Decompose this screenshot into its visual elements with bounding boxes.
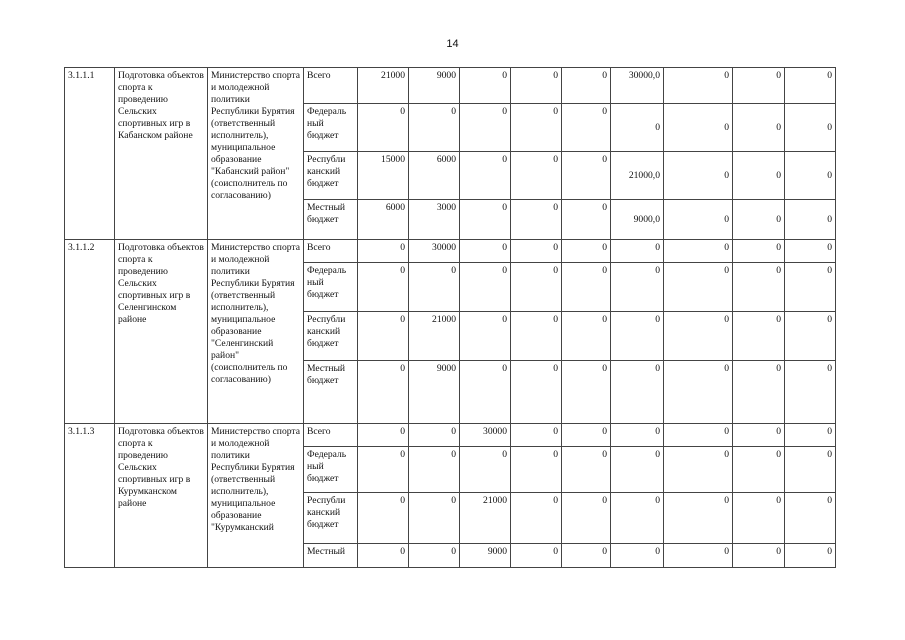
- cell-value: 0: [562, 361, 611, 424]
- cell-funding-source: Республи канский бюджет: [304, 312, 358, 361]
- table-row: [65, 424, 836, 447]
- cell-value: 0: [785, 68, 836, 104]
- cell-value: 0: [733, 240, 785, 263]
- cell-value: 0: [511, 200, 562, 240]
- cell-value: 21000: [409, 312, 460, 361]
- cell-value: 0: [664, 104, 733, 152]
- cell-value: 0: [562, 200, 611, 240]
- cell-value: 0: [358, 104, 409, 152]
- cell-value: 0: [511, 240, 562, 263]
- cell-value: 0: [785, 361, 836, 424]
- cell-value: 0: [733, 493, 785, 544]
- cell-value: 0: [409, 424, 460, 447]
- cell-value: 0: [460, 152, 511, 200]
- cell-value: 0: [785, 152, 836, 200]
- cell-value: 0: [664, 152, 733, 200]
- cell-value: 0: [664, 424, 733, 447]
- cell-value: 0: [733, 361, 785, 424]
- cell-value: 0: [785, 312, 836, 361]
- cell-value: 0: [664, 544, 733, 568]
- cell-value: 0: [664, 240, 733, 263]
- cell-value: 0: [409, 447, 460, 493]
- cell-value: 0: [358, 263, 409, 312]
- table-row: [65, 68, 836, 104]
- cell-value: 0: [611, 361, 664, 424]
- cell-value: 0: [611, 240, 664, 263]
- cell-value: 0: [785, 104, 836, 152]
- cell-name: Подготовка объектов спорта к проведению Сельских спортивных игр в Селенгинском районе: [115, 240, 208, 424]
- cell-value: 0: [611, 424, 664, 447]
- cell-value: 0: [460, 447, 511, 493]
- cell-value: 0: [785, 544, 836, 568]
- cell-value: 0: [785, 447, 836, 493]
- cell-value: 6000: [358, 200, 409, 240]
- budget-table: [64, 67, 836, 568]
- page-number: 14: [446, 38, 459, 50]
- cell-funding-source: Всего: [304, 424, 358, 447]
- cell-code: 3.1.1.1: [65, 68, 115, 240]
- cell-responsible: Министерство спорта и молодежной политики Республики Бурятия (ответственный исполнитель), муниципальное образование "Курумканский: [208, 424, 304, 568]
- cell-value: 0: [460, 200, 511, 240]
- cell-value: 0: [562, 493, 611, 544]
- cell-value: 0: [460, 68, 511, 104]
- cell-funding-source: Всего: [304, 240, 358, 263]
- cell-value: 9000: [409, 68, 460, 104]
- cell-funding-source: Республи канский бюджет: [304, 152, 358, 200]
- cell-value: 0: [460, 361, 511, 424]
- cell-value: 0: [409, 263, 460, 312]
- cell-name: Подготовка объектов спорта к проведению Сельских спортивных игр в Курумканском районе: [115, 424, 208, 568]
- cell-value: 0: [785, 263, 836, 312]
- cell-name: Подготовка объектов спорта к проведению Сельских спортивных игр в Кабанском районе: [115, 68, 208, 240]
- cell-value: 0: [511, 312, 562, 361]
- cell-value: 0: [562, 68, 611, 104]
- cell-value: 0: [358, 493, 409, 544]
- cell-value: 0: [664, 68, 733, 104]
- cell-value: 0: [511, 447, 562, 493]
- cell-funding-source: Республи канский бюджет: [304, 493, 358, 544]
- cell-value: 0: [562, 263, 611, 312]
- cell-code: 3.1.1.3: [65, 424, 115, 568]
- cell-funding-source: Местный: [304, 544, 358, 568]
- cell-value: 0: [611, 447, 664, 493]
- cell-value: 0: [785, 493, 836, 544]
- cell-value: 0: [733, 424, 785, 447]
- cell-value: 0: [611, 544, 664, 568]
- cell-funding-source: Федераль ный бюджет: [304, 104, 358, 152]
- cell-value: 0: [733, 263, 785, 312]
- cell-value: 0: [785, 200, 836, 240]
- cell-value: 0: [562, 312, 611, 361]
- cell-value: 0: [358, 240, 409, 263]
- cell-value: 0: [664, 312, 733, 361]
- cell-value: 9000: [460, 544, 511, 568]
- cell-funding-source: Местный бюджет: [304, 361, 358, 424]
- cell-value: 30000,0: [611, 68, 664, 104]
- cell-value: 0: [511, 493, 562, 544]
- cell-value: 0: [460, 104, 511, 152]
- cell-value: 0: [733, 104, 785, 152]
- cell-value: 15000: [358, 152, 409, 200]
- cell-value: 21000: [460, 493, 511, 544]
- cell-funding-source: Местный бюджет: [304, 200, 358, 240]
- cell-value: 0: [733, 152, 785, 200]
- cell-value: 0: [664, 263, 733, 312]
- cell-value: 30000: [409, 240, 460, 263]
- cell-value: 6000: [409, 152, 460, 200]
- cell-value: 0: [460, 263, 511, 312]
- cell-value: 0: [785, 424, 836, 447]
- cell-value: 0: [733, 447, 785, 493]
- cell-value: 0: [611, 104, 664, 152]
- cell-value: 30000: [460, 424, 511, 447]
- cell-value: 21000: [358, 68, 409, 104]
- cell-value: 0: [409, 493, 460, 544]
- cell-value: 0: [562, 104, 611, 152]
- cell-value: 0: [733, 68, 785, 104]
- cell-value: 0: [562, 447, 611, 493]
- cell-value: 0: [358, 361, 409, 424]
- cell-value: 0: [562, 152, 611, 200]
- cell-value: 0: [511, 68, 562, 104]
- cell-value: 0: [358, 447, 409, 493]
- cell-value: 0: [511, 361, 562, 424]
- cell-value: 0: [562, 424, 611, 447]
- cell-value: 9000: [409, 361, 460, 424]
- cell-value: 0: [409, 544, 460, 568]
- cell-code: 3.1.1.2: [65, 240, 115, 424]
- cell-funding-source: Федераль ный бюджет: [304, 447, 358, 493]
- cell-value: 0: [511, 544, 562, 568]
- cell-value: 9000,0: [611, 200, 664, 240]
- cell-value: 0: [785, 240, 836, 263]
- cell-value: 0: [664, 447, 733, 493]
- cell-value: 0: [733, 200, 785, 240]
- cell-value: 0: [511, 263, 562, 312]
- cell-value: 21000,0: [611, 152, 664, 200]
- cell-value: 0: [511, 424, 562, 447]
- cell-value: 0: [460, 240, 511, 263]
- cell-value: 0: [611, 493, 664, 544]
- cell-value: 0: [664, 493, 733, 544]
- cell-value: 0: [664, 200, 733, 240]
- cell-value: 0: [664, 361, 733, 424]
- cell-funding-source: Федераль ный бюджет: [304, 263, 358, 312]
- cell-value: 0: [460, 312, 511, 361]
- cell-value: 0: [358, 424, 409, 447]
- cell-value: 0: [511, 152, 562, 200]
- cell-funding-source: Всего: [304, 68, 358, 104]
- cell-value: 0: [562, 240, 611, 263]
- cell-value: 0: [511, 104, 562, 152]
- cell-value: 0: [358, 312, 409, 361]
- cell-value: 0: [562, 544, 611, 568]
- cell-value: 0: [733, 544, 785, 568]
- cell-value: 3000: [409, 200, 460, 240]
- cell-value: 0: [611, 312, 664, 361]
- table-row: [65, 240, 836, 263]
- cell-value: 0: [611, 263, 664, 312]
- cell-value: 0: [409, 104, 460, 152]
- cell-responsible: Министерство спорта и молодежной политики Республики Бурятия (ответственный исполнитель), муниципальное образование "Селенгинский район" (соисполнитель по согласованию): [208, 240, 304, 424]
- cell-value: 0: [358, 544, 409, 568]
- cell-responsible: Министерство спорта и молодежной политики Республики Бурятия (ответственный исполнитель), муниципальное образование "Кабанский район" (соисполнитель по согласованию): [208, 68, 304, 240]
- cell-value: 0: [733, 312, 785, 361]
